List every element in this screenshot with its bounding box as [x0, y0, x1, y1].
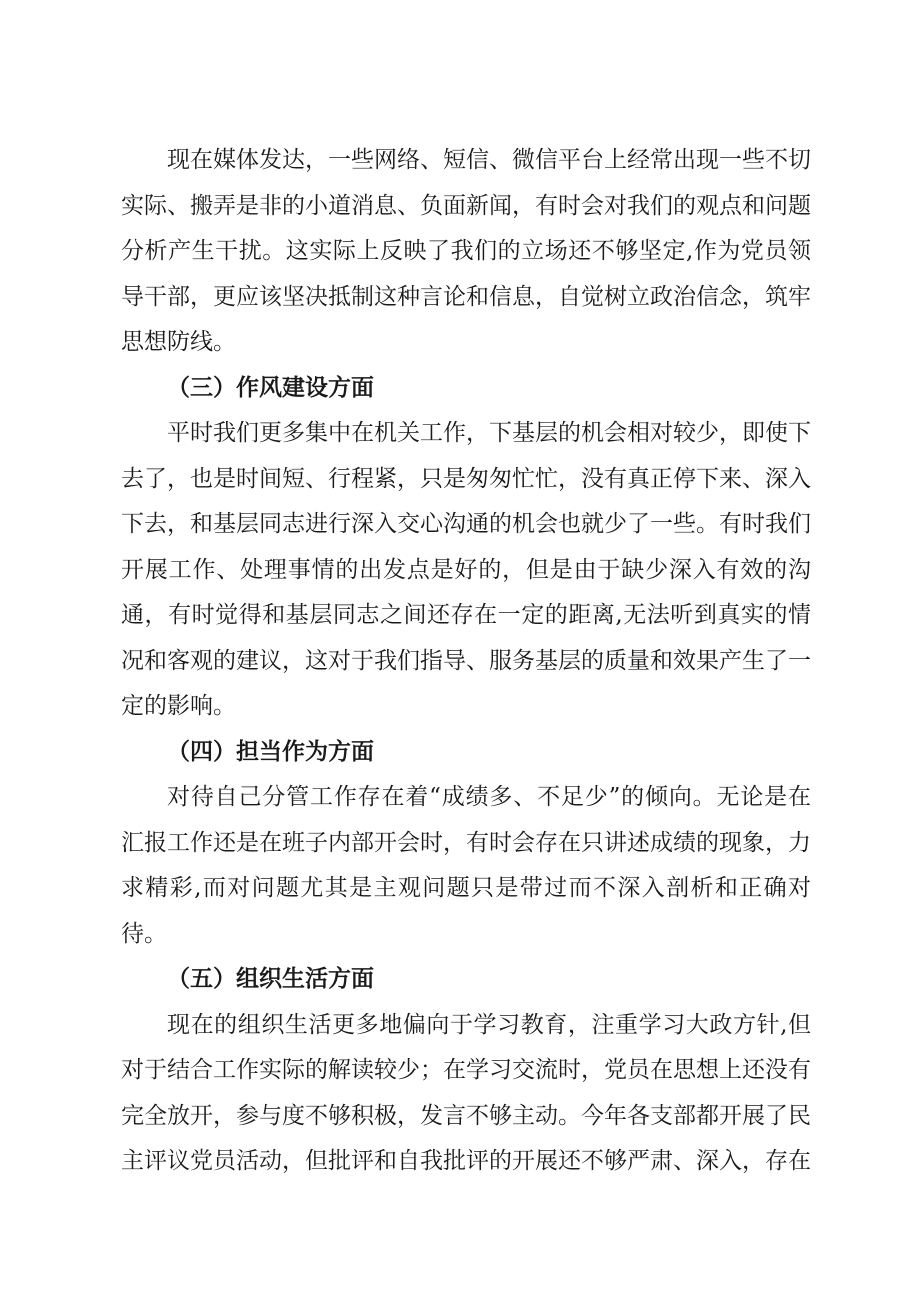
section-heading-responsibility: （四）担当作为方面 — [167, 738, 374, 765]
paragraph-organizational-life: 现在的组织生活更多地偏向于学习教育，注重学习大政方针,但对于结合工作实际的解读较少；在学习交流时，党员在思想上还没有完全放开，参与度不够积极，发言不够主动。今年各支部都开展了民主评议党员活动，但批评和自我批评的开展还不够严肃、深入，存在 — [121, 1011, 811, 1174]
paragraph-responsibility: 对待自己分管工作存在着“成绩多、不足少”的倾向。无论是在汇报工作还是在班子内部开会时，有时会存在只讲述成绩的现象，力求精彩,而对问题尤其是主观问题只是带过而不深入剖析和正确对待。 — [121, 784, 811, 947]
paragraph-work-style: 平时我们更多集中在机关工作，下基层的机会相对较少，即使下去了，也是时间短、行程紧，只是匆匆忙忙，没有真正停下来、深入下去，和基层同志进行深入交心沟通的机会也就少了一些。有时我们开展工作、处理事情的出发点是好的，但是由于缺少深入有效的沟通，有时觉得和基层同志之间还存在一定的距离,无法听到真实的情况和客观的建议，这对于我们指导、服务基层的质量和效果产生了一定的影响。 — [121, 420, 811, 719]
document-body — [121, 138, 811, 1185]
paragraph-media-influence: 现在媒体发达，一些网络、短信、微信平台上经常出现一些不切实际、搬弄是非的小道消息、负面新闻，有时会对我们的观点和问题分析产生干扰。这实际上反映了我们的立场还不够坚定,作为党员领导干部，更应该坚决抵制这种言论和信息，自觉树立政治信念，筑牢思想防线。 — [121, 147, 811, 355]
section-heading-work-style: （三）作风建设方面 — [167, 374, 374, 401]
section-heading-organizational-life: （五）组织生活方面 — [167, 966, 374, 992]
